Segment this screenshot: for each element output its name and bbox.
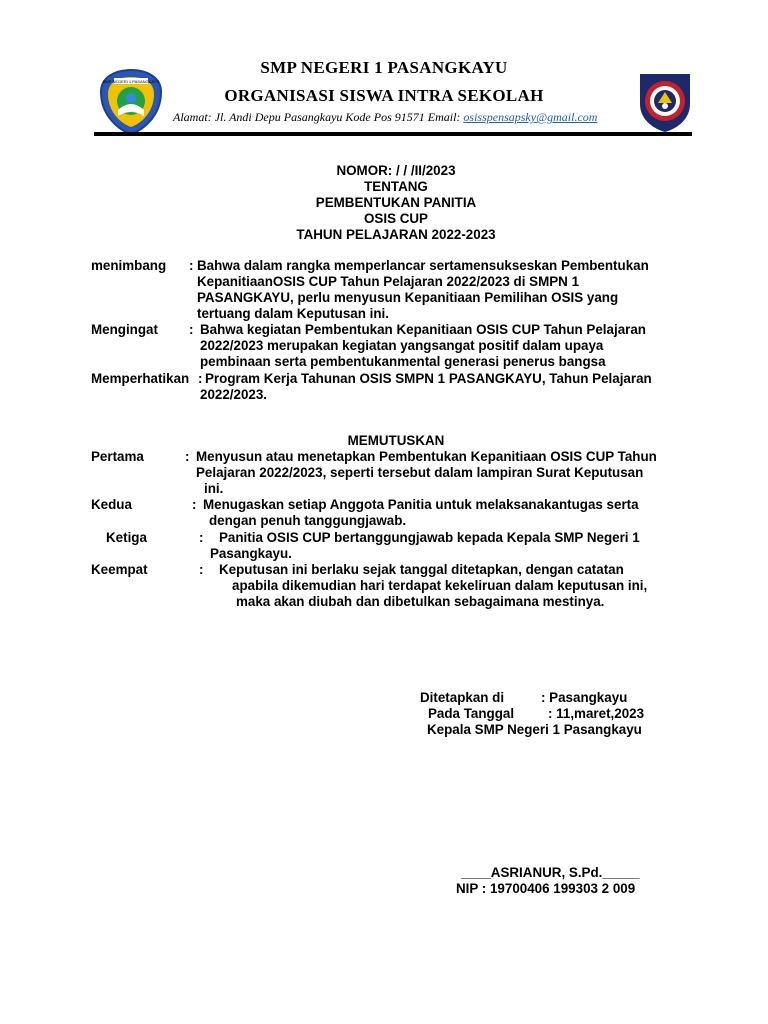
kedua-label: Kedua — [91, 497, 132, 512]
letter-number: NOMOR: / / /II/2023 — [336, 163, 456, 178]
signatory-position: Kepala SMP Negeri 1 Pasangkayu — [427, 722, 642, 737]
mengingat-line-3: pembinaan serta pembentukanmental generasi penerus bangsa — [200, 354, 606, 369]
keempat-line-3: maka akan diubah dan dibetulkan sebagaimana mestinya. — [236, 594, 605, 609]
pertama-line-3: ini. — [204, 481, 224, 496]
title-tentang: TENTANG — [364, 179, 428, 194]
decision-heading: MEMUTUSKAN — [347, 433, 445, 448]
address-label: Alamat: Jl. Andi Depu Pasangkayu Kode Pos 91571 Email: — [173, 110, 461, 124]
ketiga-line-2: Pasangkayu. — [210, 546, 292, 561]
mengingat-line-1: Bahwa kegiatan Pembentukan Kepanitiaan OSIS CUP Tahun Pelajaran — [200, 322, 646, 337]
org-name: ORGANISASI SISWA INTRA SEKOLAH — [224, 86, 544, 105]
mengingat-sep: : — [189, 322, 194, 337]
memperhatikan-line-2: 2022/2023. — [200, 387, 268, 402]
left-logo-text: SMP NEGERI 1 PASANGKAYU — [102, 79, 160, 84]
kedua-line-1: Menugaskan setiap Anggota Panitia untuk melaksanakantugas serta — [203, 497, 639, 512]
signatory-nip: NIP : 19700406 199303 2 009 — [456, 881, 636, 896]
menimbang-line-1: Bahwa dalam rangka memperlancar sertamensukseskan Pembentukan — [197, 258, 649, 273]
pertama-sep: : — [185, 449, 190, 464]
email-link[interactable]: osisspensapsky@gmail.com — [463, 110, 598, 124]
kedua-line-2: dengan penuh tanggungjawab. — [209, 513, 407, 528]
place-label: Ditetapkan di — [420, 690, 505, 705]
address-line — [173, 110, 597, 125]
kedua-sep: : — [192, 497, 197, 512]
title-subject: PEMBENTUKAN PANITIA — [315, 195, 477, 210]
ketiga-label: Ketiga — [106, 530, 147, 545]
ketiga-sep: : — [199, 530, 204, 545]
title-year: TAHUN PELAJARAN 2022-2023 — [296, 227, 496, 242]
ketiga-line-1: Panitia OSIS CUP bertanggungjawab kepada Kepala SMP Negeri 1 — [219, 530, 640, 545]
keempat-label: Keempat — [91, 562, 148, 577]
menimbang-sep: : — [189, 258, 194, 273]
keempat-sep: : — [199, 562, 204, 577]
pertama-label: Pertama — [91, 449, 144, 464]
menimbang-line-3: PASANGKAYU, perlu menyusun Kepanitiaan Pemilihan OSIS yang — [197, 290, 619, 305]
menimbang-line-4: tertuang dalam Keputusan ini. — [197, 306, 389, 321]
memperhatikan-label: Memperhatikan — [91, 371, 190, 386]
pertama-line-2: Pelajaran 2022/2023, seperti tersebut dalam lampiran Surat Keputusan — [196, 465, 644, 480]
mengingat-label: Mengingat — [91, 322, 158, 337]
memperhatikan-line-1: Program Kerja Tahunan OSIS SMPN 1 PASANGKAYU, Tahun Pelajaran — [205, 371, 652, 386]
place-value: : Pasangkayu — [541, 690, 628, 705]
school-name: SMP NEGERI 1 PASANGKAYU — [260, 58, 508, 77]
keempat-line-2: apabila dikemudian hari terdapat kekeliruan dalam keputusan ini, — [232, 578, 648, 593]
memperhatikan-sep: : — [198, 371, 203, 386]
signatory-name: ____ASRIANUR, S.Pd._____ — [461, 865, 640, 880]
pertama-line-1: Menyusun atau menetapkan Pembentukan Kepanitiaan OSIS CUP Tahun — [196, 449, 657, 464]
header-divider — [94, 132, 692, 136]
menimbang-line-2: KepanitiaanOSIS CUP Tahun Pelajaran 2022/2023 di SMPN 1 — [197, 274, 580, 289]
date-label: Pada Tanggal — [428, 706, 515, 721]
menimbang-label: menimbang — [91, 258, 167, 273]
keempat-line-1: Keputusan ini berlaku sejak tanggal ditetapkan, dengan catatan — [219, 562, 624, 577]
date-value: : 11,maret,2023 — [548, 706, 645, 721]
title-event: OSIS CUP — [364, 211, 428, 226]
mengingat-line-2: 2022/2023 merupakan kegiatan yangsangat positif dalam upaya — [200, 338, 604, 353]
